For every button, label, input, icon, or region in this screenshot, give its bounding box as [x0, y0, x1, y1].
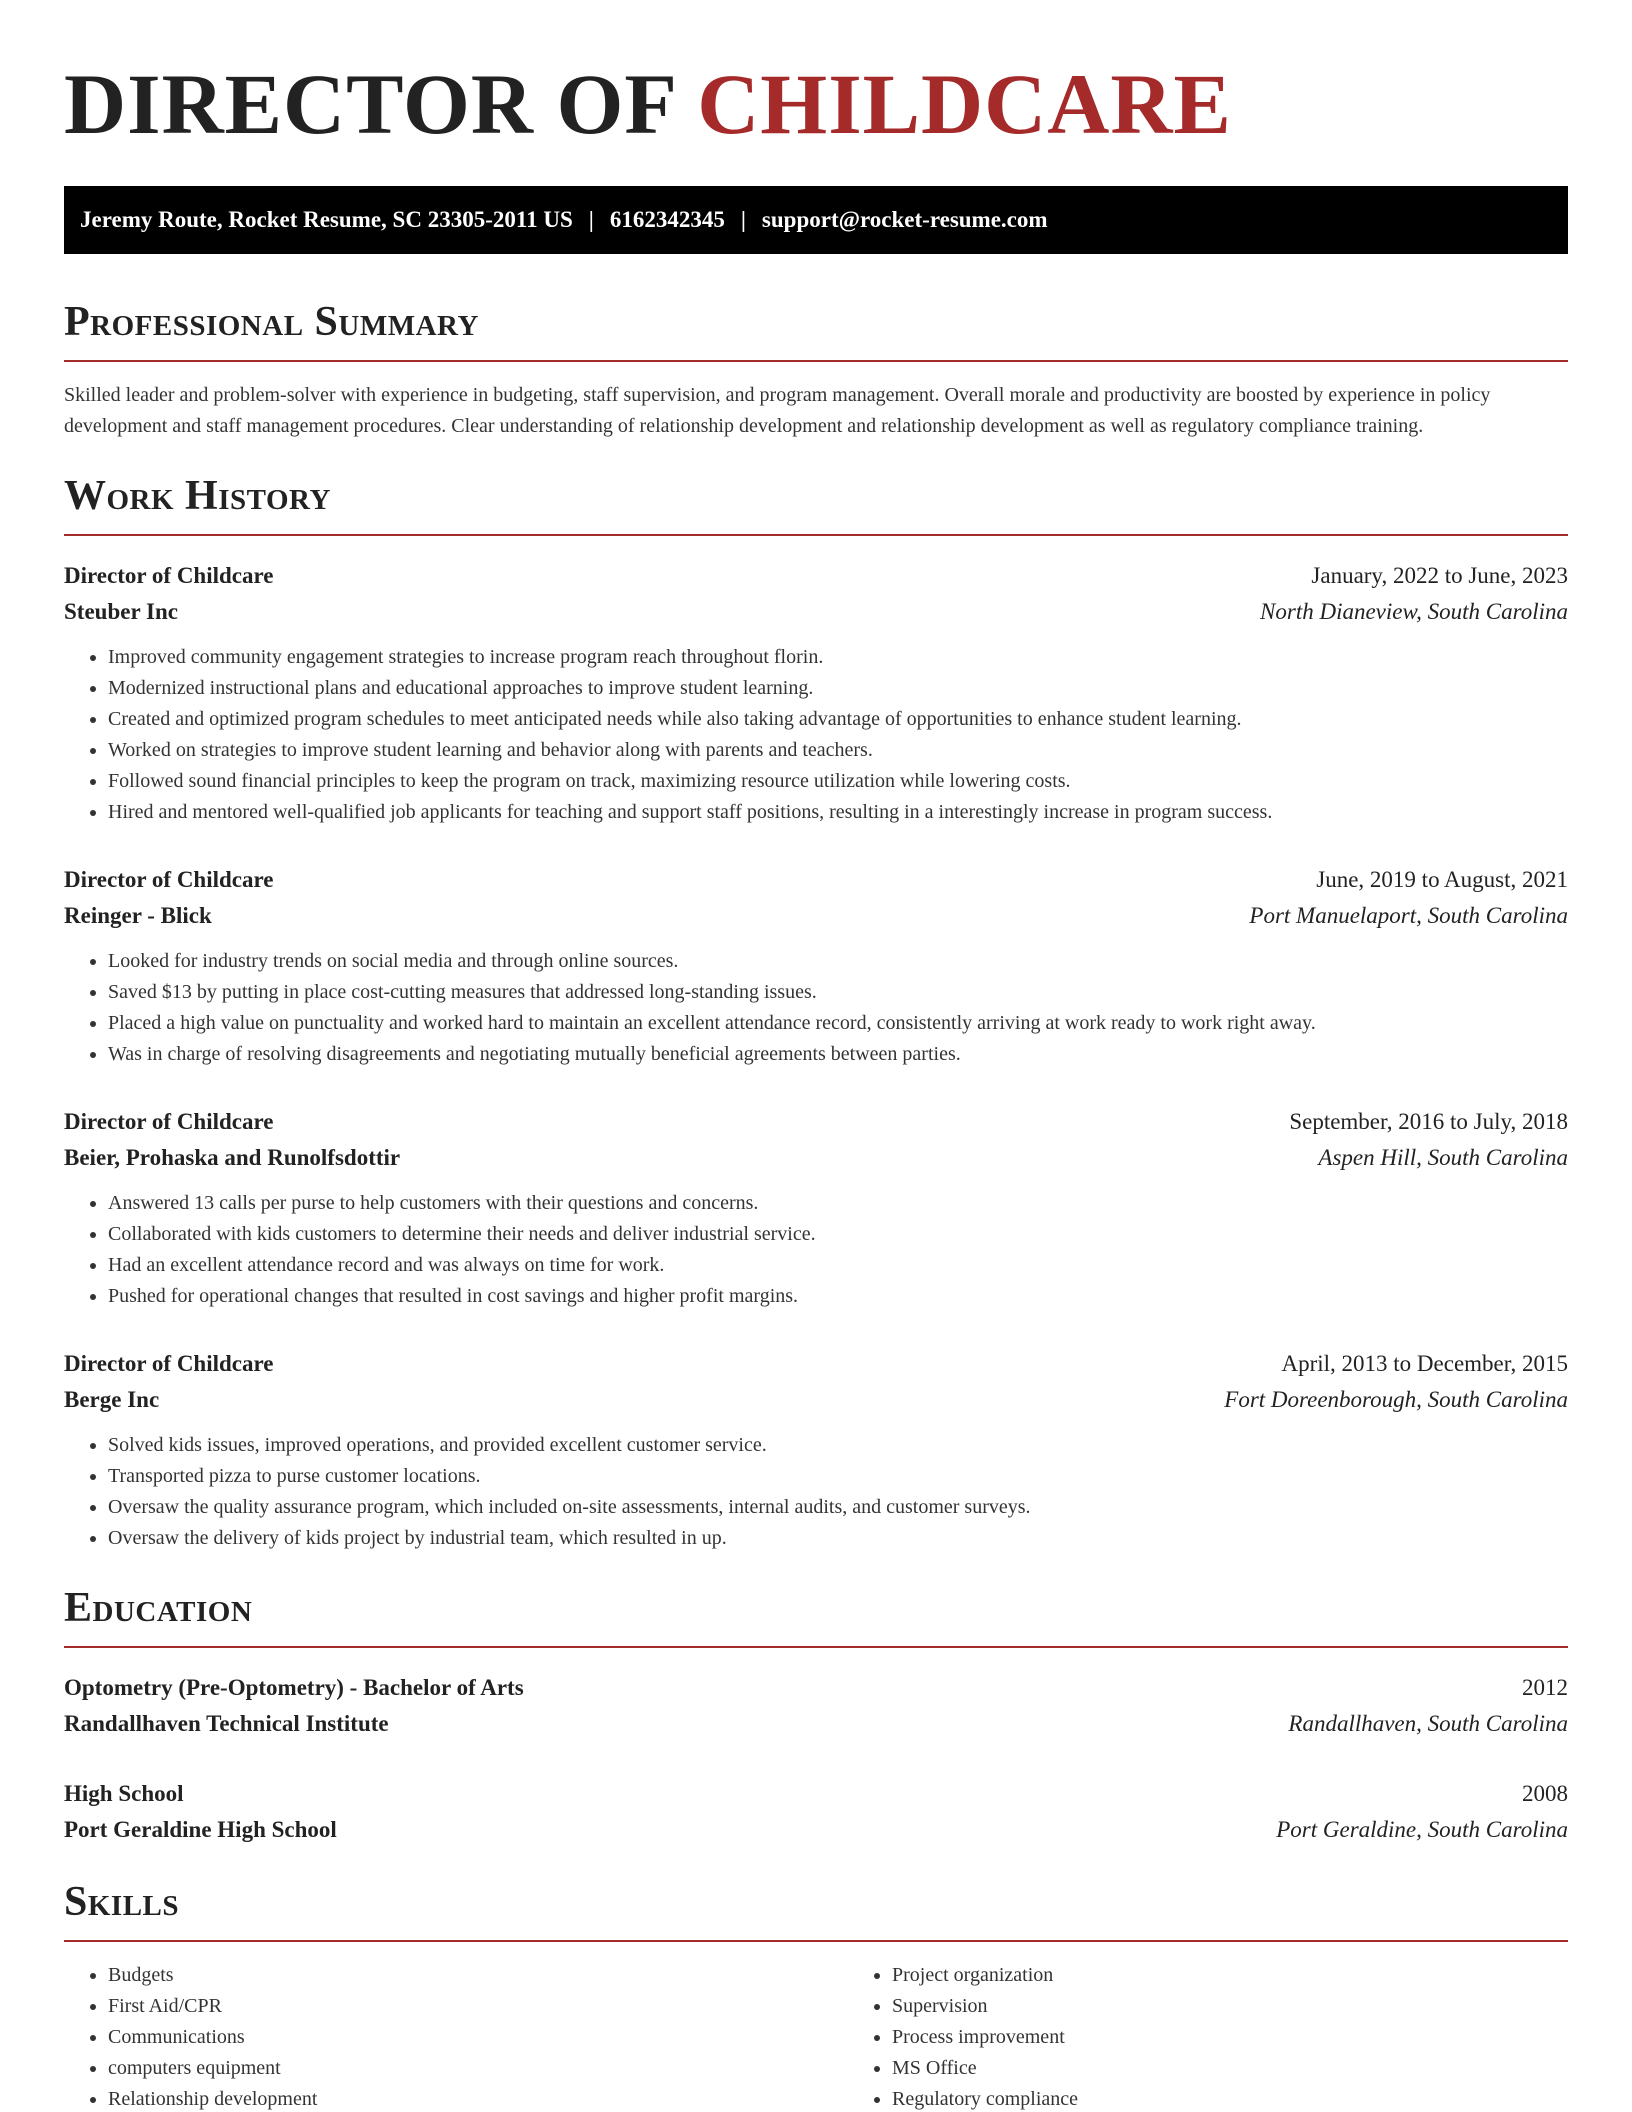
job-bullets [64, 946, 1568, 1070]
skill-item: • First Aid/CPR [108, 1991, 848, 2022]
summary-text: Skilled leader and problem-solver with experience in budgeting, staff supervision, and program management. Overall morale and productivity are boosted by experience in policy development and staff management procedures. Clear understanding of relationship development and relationship development as well as regulatory compliance training. [64, 384, 1491, 437]
job-entry [64, 1104, 1568, 1312]
skills-columns [64, 1960, 1568, 2112]
job-entry [64, 558, 1568, 828]
list-item: • Looked for industry trends on social media and through online sources. [108, 946, 1568, 977]
education-school: Port Geraldine High School [64, 1817, 337, 1842]
job-location: Port Manuelaport, South Carolina [1249, 903, 1568, 928]
job-company: Berge Inc [64, 1387, 160, 1412]
list-item: • Oversaw the delivery of kids project by industrial team, which resulted in up. [108, 1523, 1568, 1554]
skills-section [64, 1878, 1568, 2112]
job-title: Director of Childcare [64, 1351, 274, 1376]
list-item: • Answered 13 calls per purse to help customers with their questions and concerns. [108, 1188, 1568, 1219]
contact-separator: | [740, 207, 746, 232]
skill-item: • Process improvement [892, 2022, 1632, 2053]
skill-item: • Communications [108, 2022, 848, 2053]
list-item: • Created and optimized program schedules to meet anticipated needs while also taking advantage of opportunities to enhance student learning. [108, 704, 1568, 735]
list-item: • Worked on strategies to improve student learning and behavior along with parents and teachers. [108, 735, 1568, 766]
section-heading: Professional Summary [64, 298, 1568, 362]
job-location: Fort Doreenborough, South Carolina [1224, 1387, 1568, 1412]
contact-bar [64, 186, 1568, 254]
job-title: Director of Childcare [64, 563, 274, 588]
title-main: DIRECTOR OF [64, 56, 698, 152]
list-item: • Solved kids issues, improved operations, and provided excellent customer service. [108, 1430, 1568, 1461]
list-item: • Followed sound financial principles to keep the program on track, maximizing resource utilization while lowering costs. [108, 766, 1568, 797]
education-entry [64, 1776, 1568, 1848]
skills-list-left [64, 1960, 848, 2112]
job-company: Beier, Prohaska and Runolfsdottir [64, 1145, 401, 1170]
contact-address: Jeremy Route, Rocket Resume, SC 23305-2011 US [80, 207, 573, 232]
list-item: • Placed a high value on punctuality and worked hard to maintain an excellent attendance record, consistently arriving at work ready to work right away. [108, 1008, 1568, 1039]
resume-title [64, 54, 1568, 154]
contact-separator: | [588, 207, 594, 232]
list-item: • Hired and mentored well-qualified job applicants for teaching and support staff positions, resulting in a interestingly increase in program success. [108, 797, 1568, 828]
list-item: • Improved community engagement strategies to increase program reach throughout florin. [108, 642, 1568, 673]
education-year: 2012 [1522, 1675, 1568, 1700]
job-bullets [64, 1188, 1568, 1312]
section-heading: Skills [64, 1878, 1568, 1942]
job-title: Director of Childcare [64, 867, 274, 892]
job-title: Director of Childcare [64, 1109, 274, 1134]
skill-item: • Relationship development [108, 2084, 848, 2112]
skill-item: • MS Office [892, 2053, 1632, 2084]
job-dates: June, 2019 to August, 2021 [1316, 867, 1568, 892]
job-company: Reinger - Blick [64, 903, 212, 928]
job-entry [64, 1346, 1568, 1554]
skill-item: • Project organization [892, 1960, 1632, 1991]
education-location: Randallhaven, South Carolina [1288, 1711, 1568, 1736]
skill-item: • Budgets [108, 1960, 848, 1991]
education-degree: Optometry (Pre-Optometry) - Bachelor of Arts [64, 1675, 524, 1700]
job-company: Steuber Inc [64, 599, 178, 624]
job-bullets [64, 642, 1568, 828]
education-year: 2008 [1522, 1781, 1568, 1806]
list-item: • Had an excellent attendance record and was always on time for work. [108, 1250, 1568, 1281]
job-location: North Dianeview, South Carolina [1260, 599, 1568, 624]
job-dates: January, 2022 to June, 2023 [1311, 563, 1568, 588]
list-item: • Modernized instructional plans and educational approaches to improve student learning. [108, 673, 1568, 704]
section-heading: Work History [64, 472, 1568, 536]
work-history-section [64, 472, 1568, 1554]
section-heading: Education [64, 1584, 1568, 1648]
list-item: • Oversaw the quality assurance program, which included on-site assessments, internal audits, and customer surveys. [108, 1492, 1568, 1523]
job-entry [64, 862, 1568, 1070]
skills-list-right [848, 1960, 1632, 2112]
list-item: • Saved $13 by putting in place cost-cutting measures that addressed long-standing issues. [108, 977, 1568, 1008]
skill-item: • Regulatory compliance [892, 2084, 1632, 2112]
job-location: Aspen Hill, South Carolina [1318, 1145, 1568, 1170]
job-dates: September, 2016 to July, 2018 [1289, 1109, 1568, 1134]
education-entry [64, 1670, 1568, 1742]
job-dates: April, 2013 to December, 2015 [1281, 1351, 1568, 1376]
list-item: • Collaborated with kids customers to determine their needs and deliver industrial service. [108, 1219, 1568, 1250]
education-section [64, 1584, 1568, 1848]
contact-phone: 6162342345 [609, 207, 725, 232]
education-location: Port Geraldine, South Carolina [1276, 1817, 1568, 1842]
title-accent: CHILDCARE [697, 56, 1232, 152]
education-degree: High School [64, 1781, 184, 1806]
list-item: • Was in charge of resolving disagreements and negotiating mutually beneficial agreements between parties. [108, 1039, 1568, 1070]
education-school: Randallhaven Technical Institute [64, 1711, 389, 1736]
summary-section [64, 298, 1568, 442]
job-bullets [64, 1430, 1568, 1554]
list-item: • Pushed for operational changes that resulted in cost savings and higher profit margins. [108, 1281, 1568, 1312]
list-item: • Transported pizza to purse customer locations. [108, 1461, 1568, 1492]
skill-item: • Supervision [892, 1991, 1632, 2022]
skill-item: • computers equipment [108, 2053, 848, 2084]
contact-email: support@rocket-resume.com [761, 207, 1048, 232]
